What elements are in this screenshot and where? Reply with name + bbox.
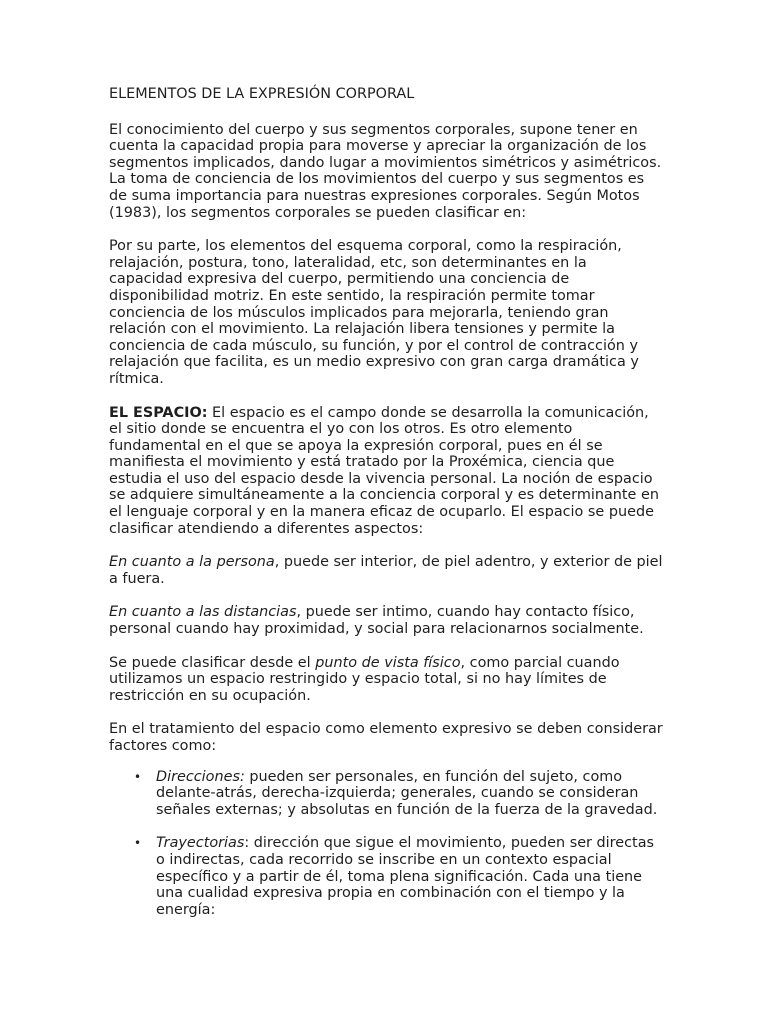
list-item	[109, 769, 664, 819]
person-text: , puede ser interior, de piel adentro, y exterior de piel a fuera.	[109, 554, 663, 587]
document-body	[109, 86, 664, 935]
person-term: En cuanto a la persona	[109, 554, 275, 571]
paragraph-body-segments: El conocimiento del cuerpo y sus segmentos corporales, supone tener en cuenta la capacidad propia para moverse y apreciar la organización de los segmentos implicados, dando lugar a movimientos simétricos y asimétricos. La toma de conciencia de los movimientos del cuerpo y sus segmentos es de suma importancia para nuestras expresiones corporales. Según Motos (1983), los segmentos corporales se pueden clasificar en:	[109, 121, 662, 221]
physical-prefix: Se puede clasificar desde el	[109, 654, 316, 671]
document-title: ELEMENTOS DE LA EXPRESIÓN CORPORAL	[109, 86, 415, 102]
bullet-icon: •	[134, 769, 142, 784]
directions-term: Direcciones:	[156, 768, 245, 785]
factors-list	[109, 769, 664, 919]
bullet-icon: •	[134, 836, 142, 851]
distances-text: , puede ser intimo, cuando hay contacto físico, personal cuando hay proximidad, y social para relacionarnos socialmente.	[109, 604, 644, 638]
paragraph-factors: En el tratamiento del espacio como elemento expresivo se deben considerar factores como:	[109, 721, 663, 754]
paragraph-body-schema: Por su parte, los elementos del esquema corporal, como la respiración, relajación, postura, tono, lateralidad, etc, son determinantes en la capacidad expresiva del cuerpo, permitiendo una conciencia de disponibilidad motriz. En este sentido, la respiración permite tomar conciencia de los músculos implicados para mejorarla, teniendo gran relación con el movimiento. La relajación libera tensiones y permite la conciencia de cada músculo, su función, y por el control de contracción y relajación que facilita, es un medio expresivo con gran carga dramática y rítmica.	[109, 238, 639, 387]
distances-term: En cuanto a las distancias	[109, 604, 297, 621]
trajectories-term: Trayectorias	[156, 835, 245, 852]
physical-text: , como parcial cuando utilizamos un espacio restringido y espacio total, si no hay límites de restricción en su ocupación.	[109, 654, 620, 704]
space-text: El espacio es el campo donde se desarrolla la comunicación, el sitio donde se encuentra el yo con los otros. Es otro elemento fundamental en el que se apoya la expresión corporal, pues en él se manifiesta el movimiento y está tratado por la Proxémica, ciencia que estudia el uso del espacio desde la vivencia personal. La noción de espacio se adquiere simultáneamente a la conciencia corporal y es determinante en el lenguaje corporal y en la manera eficaz de ocuparlo. El espacio se puede clasificar atendiendo a diferentes aspectos:	[109, 404, 659, 537]
list-item	[109, 835, 664, 918]
physical-term: punto de vista físico	[315, 654, 461, 671]
paragraph-space	[109, 405, 664, 538]
paragraph-distances	[109, 604, 664, 637]
paragraph-person	[109, 554, 664, 587]
space-heading: EL ESPACIO:	[109, 404, 208, 421]
directions-text: pueden ser personales, en función del sujeto, como delante-atrás, derecha-izquierda; generales, cuando se consideran señales externas; y absolutas en función de la fuerza de la gravedad.	[156, 768, 658, 818]
paragraph-physical	[109, 655, 664, 705]
trajectories-text: : dirección que sigue el movimiento, pueden ser directas o indirectas, cada recorrido se inscribe en un contexto espacial específico y a partir de él, toma plena significación. Cada una tiene una cualidad expresiva propia en combinación con el tiempo y la energía:	[156, 835, 655, 918]
